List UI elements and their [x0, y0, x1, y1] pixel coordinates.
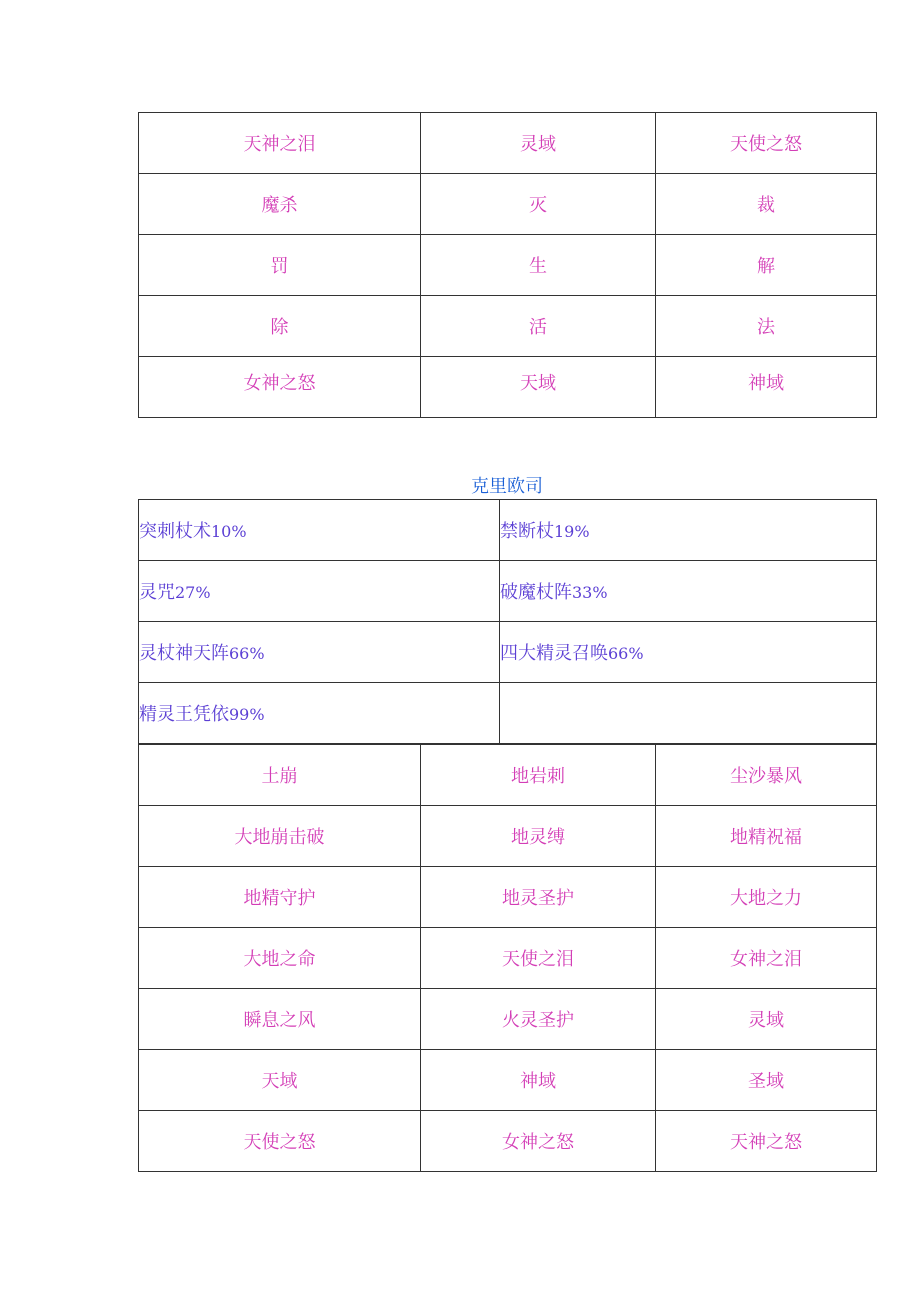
grid1-cell: 生: [421, 235, 656, 296]
grid2-row: [139, 806, 877, 867]
skill-grid-1: [138, 112, 877, 418]
grid1-cell: 天域: [421, 357, 656, 418]
grid1-cell: 除: [139, 296, 421, 357]
grid1-cell: 天神之泪: [139, 113, 421, 174]
grid2-cell: 大地之力: [656, 867, 877, 928]
grid2-row: [139, 989, 877, 1050]
skill-cell: [139, 561, 500, 622]
grid2-cell: 灵域: [656, 989, 877, 1050]
skill-cell: [500, 561, 877, 622]
skill-percent-table: [138, 499, 877, 744]
skill-percent: 27%: [175, 583, 211, 602]
grid1-row: [139, 174, 877, 235]
grid2-cell: 大地之命: [139, 928, 421, 989]
grid1-row: [139, 357, 877, 418]
grid2-cell: 地精祝福: [656, 806, 877, 867]
grid2-cell: 天使之泪: [421, 928, 656, 989]
skill-row: [139, 622, 877, 683]
grid2-cell: 尘沙暴风: [656, 745, 877, 806]
grid1-cell: 神域: [656, 357, 877, 418]
grid2-cell: 瞬息之风: [139, 989, 421, 1050]
skill-row: [139, 683, 877, 744]
skill-cell: [139, 500, 500, 561]
grid2-cell: 土崩: [139, 745, 421, 806]
grid2-row: [139, 867, 877, 928]
grid1-cell: 解: [656, 235, 877, 296]
grid2-cell: 天神之怒: [656, 1111, 877, 1172]
grid1-cell: 裁: [656, 174, 877, 235]
skill-cell: [500, 500, 877, 561]
grid2-cell: 地精守护: [139, 867, 421, 928]
skill-row: [139, 500, 877, 561]
grid1-cell: 天使之怒: [656, 113, 877, 174]
skill-cell: [139, 683, 500, 744]
grid2-row: [139, 1050, 877, 1111]
section-title: 克里欧司: [471, 476, 543, 497]
skill-row: [139, 561, 877, 622]
skill-percent: 66%: [229, 644, 265, 663]
grid1-cell: 灭: [421, 174, 656, 235]
skill-name: 突刺杖术: [139, 521, 211, 542]
skill-name: 精灵王凭依: [139, 704, 229, 725]
grid1-cell: 活: [421, 296, 656, 357]
skill-name: 禁断杖: [500, 521, 554, 542]
skill-cell: [500, 683, 877, 744]
skill-percent: 19%: [554, 522, 590, 541]
grid1-cell: 魔杀: [139, 174, 421, 235]
skill-percent: 10%: [211, 522, 247, 541]
skill-name: 四大精灵召唤: [500, 643, 608, 664]
skill-grid-2: [138, 744, 877, 1172]
grid1-cell: 罚: [139, 235, 421, 296]
grid1-row: [139, 113, 877, 174]
skill-cell: [139, 622, 500, 683]
grid1-row: [139, 296, 877, 357]
skill-name: 破魔杖阵: [500, 582, 572, 603]
skill-cell: [500, 622, 877, 683]
grid2-cell: 地灵圣护: [421, 867, 656, 928]
grid2-row: [139, 928, 877, 989]
grid2-cell: 天使之怒: [139, 1111, 421, 1172]
grid2-cell: 圣域: [656, 1050, 877, 1111]
grid1-cell: 法: [656, 296, 877, 357]
grid2-cell: 大地崩击破: [139, 806, 421, 867]
skill-name: 灵咒: [139, 582, 175, 603]
grid2-row: [139, 745, 877, 806]
grid2-cell: 地灵缚: [421, 806, 656, 867]
grid2-cell: 地岩刺: [421, 745, 656, 806]
grid1-cell: 灵域: [421, 113, 656, 174]
grid2-cell: 女神之泪: [656, 928, 877, 989]
grid1-cell: 女神之怒: [139, 357, 421, 418]
grid2-cell: 神域: [421, 1050, 656, 1111]
grid2-cell: 火灵圣护: [421, 989, 656, 1050]
skill-percent: 99%: [229, 705, 265, 724]
skill-name: 灵杖神天阵: [139, 643, 229, 664]
skill-percent: 33%: [572, 583, 608, 602]
grid2-cell: 女神之怒: [421, 1111, 656, 1172]
grid2-cell: 天域: [139, 1050, 421, 1111]
grid2-row: [139, 1111, 877, 1172]
grid1-row: [139, 235, 877, 296]
skill-percent: 66%: [608, 644, 644, 663]
